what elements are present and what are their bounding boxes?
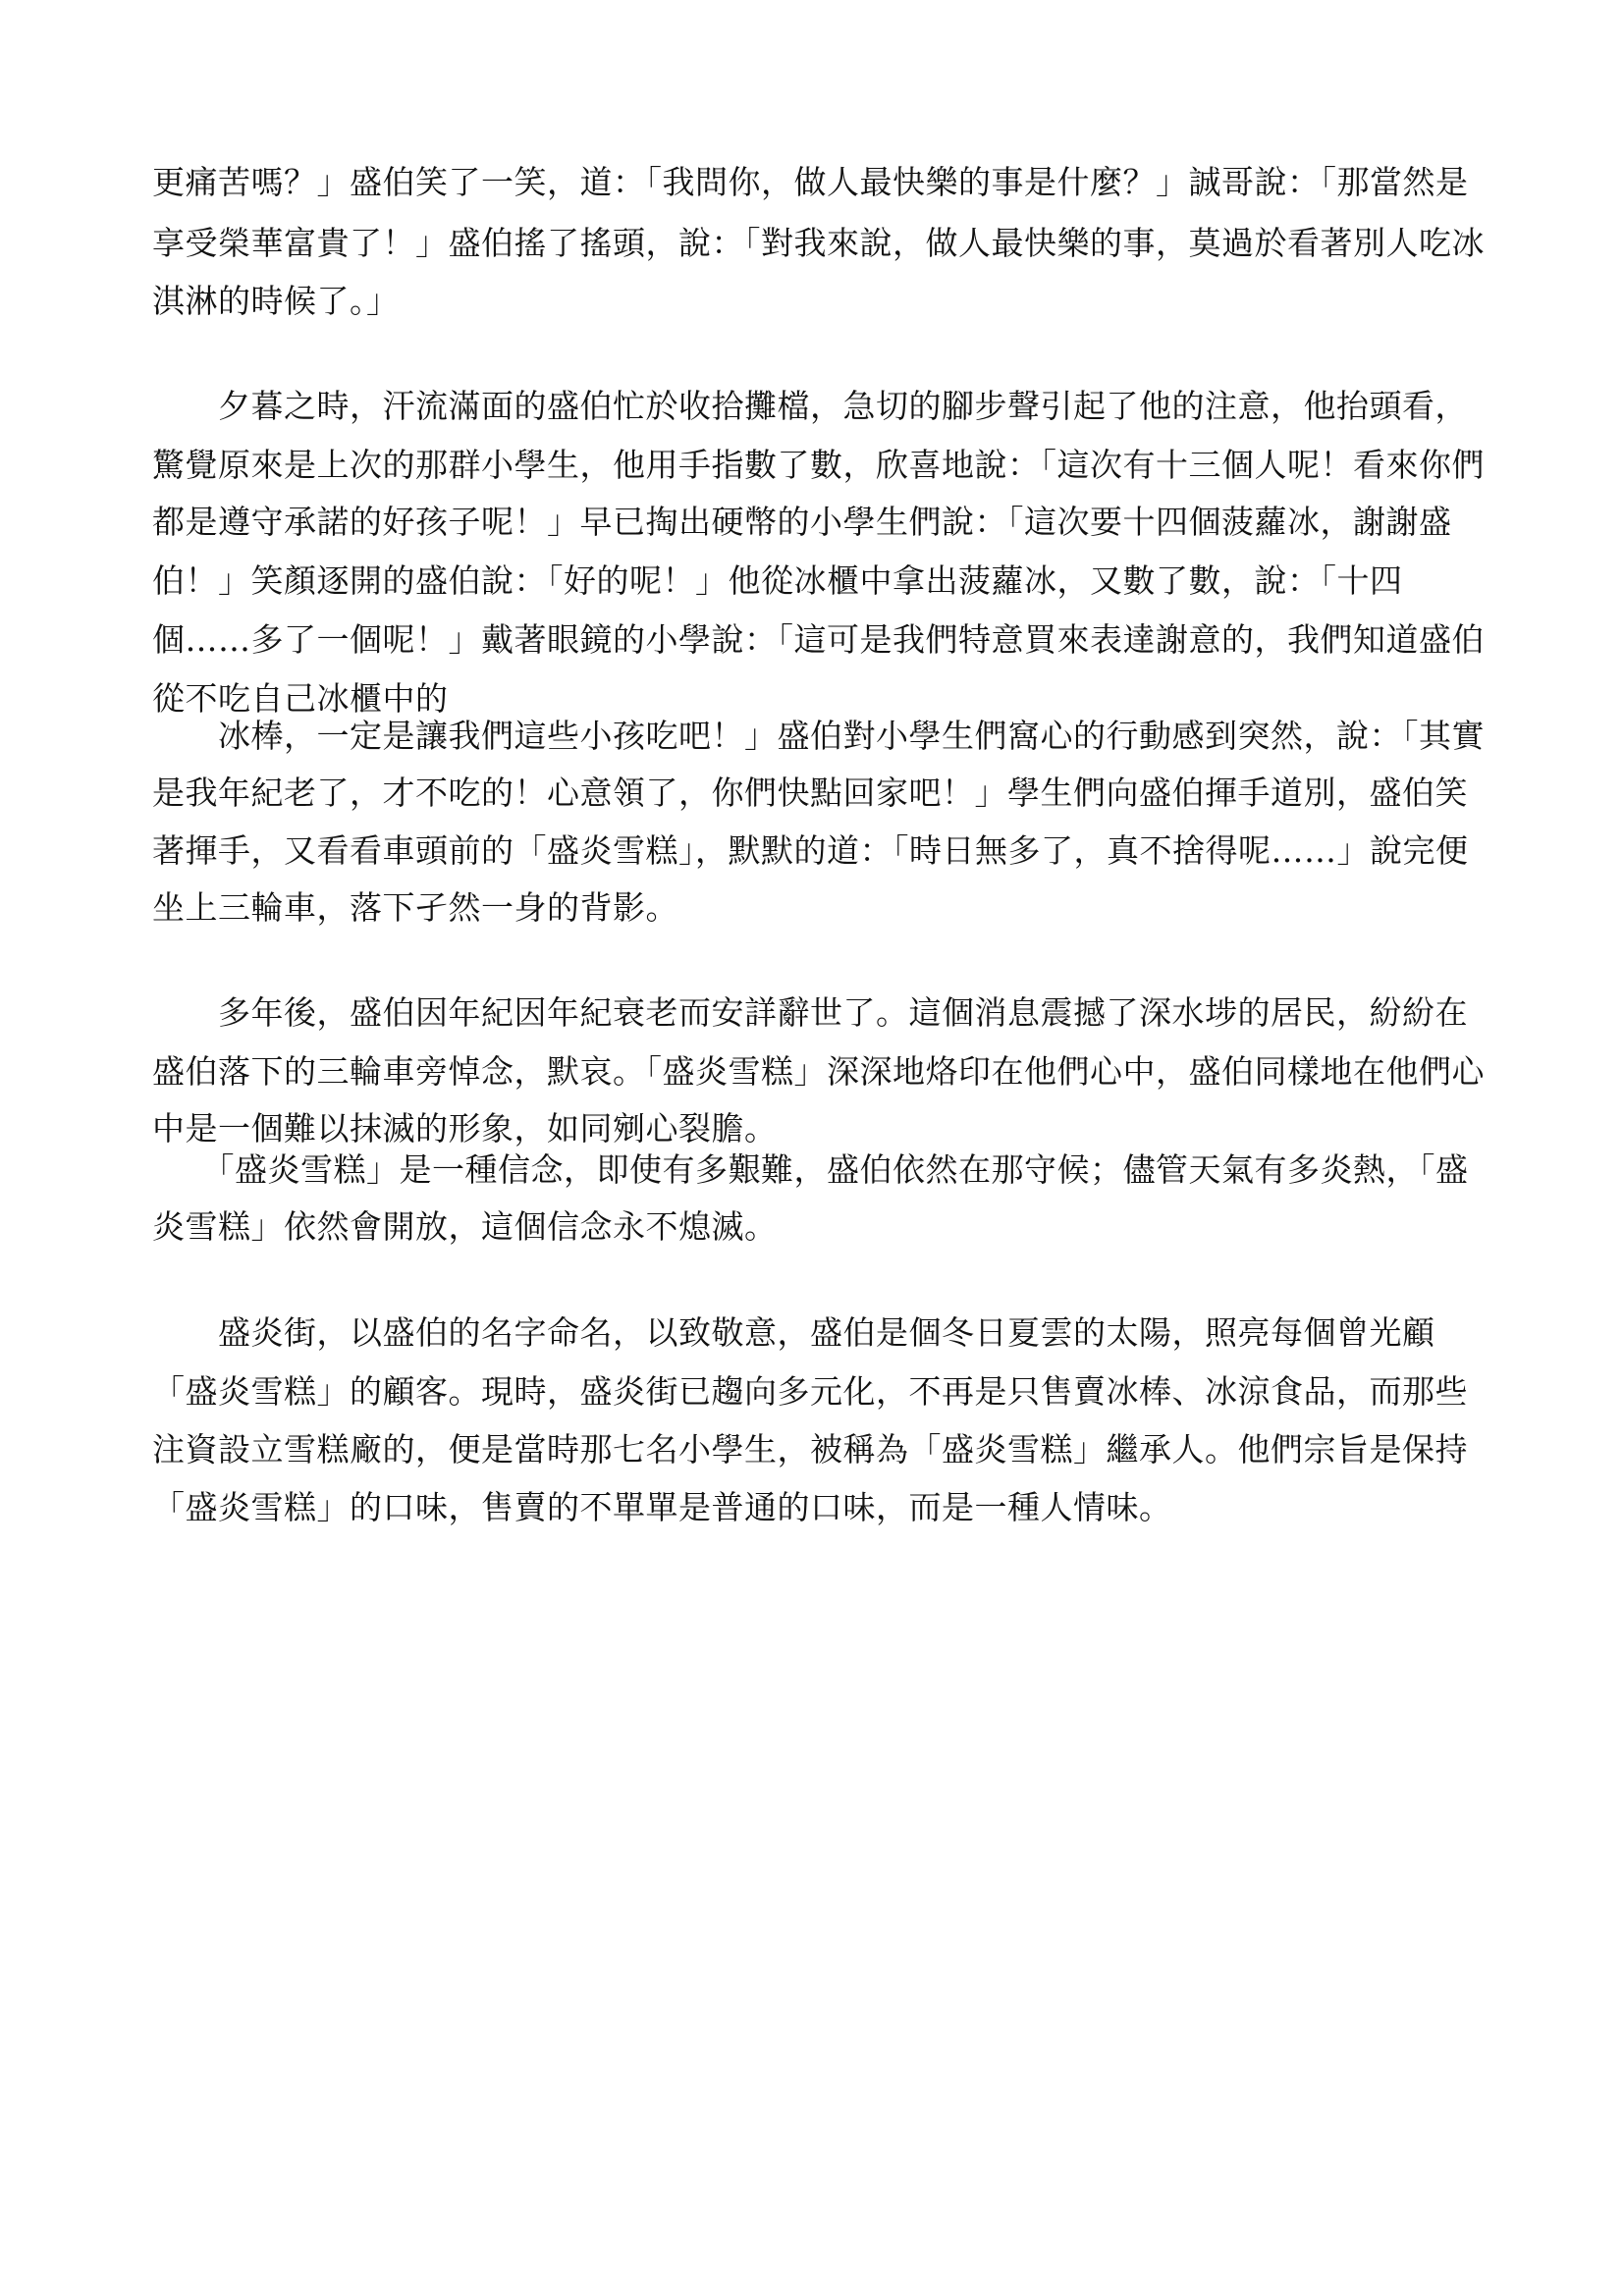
text-line: 淇淋的時候了。」	[152, 282, 400, 320]
text-line: 多年後，盛伯因年紀因年紀衰老而安詳辭世了。這個消息震撼了深水埗的居民，紛紛在	[152, 993, 1468, 1032]
text-line: 「盛炎雪糕」的顧客。現時，盛炎街已趨向多元化，不再是只售賣冰棒、冰涼食品，而那些	[152, 1372, 1468, 1411]
text-line: 炎雪糕」依然會開放，這個信念永不熄滅。	[152, 1207, 778, 1246]
text-line: 盛伯落下的三輪車旁悼念，默哀。「盛炎雪糕」深深地烙印在他們心中，盛伯同樣地在他們心	[152, 1052, 1485, 1091]
text-line: 個……多了一個呢！」戴著眼鏡的小學說：「這可是我們特意買來表達謝意的，我們知道盛伯	[152, 620, 1485, 659]
text-line: 是我年紀老了，才不吃的！心意領了，你們快點回家吧！」學生們向盛伯揮手道別，盛伯笑	[152, 774, 1468, 812]
text-line: 享受榮華富貴了！」盛伯搖了搖頭，說：「對我來說，做人最快樂的事，莫過於看著別人吃冰	[152, 224, 1485, 262]
text-line: 盛炎街，以盛伯的名字命名，以致敬意，盛伯是個冬日夏雲的太陽，照亮每個曾光顧	[152, 1313, 1435, 1352]
text-line: 冰棒，一定是讓我們這些小孩吃吧！」盛伯對小學生們窩心的行動感到突然，說：「其實	[152, 717, 1485, 755]
text-line: 「盛炎雪糕」的口味，售賣的不單單是普通的口味，而是一種人情味。	[152, 1488, 1172, 1526]
text-line: 注資設立雪糕廠的，便是當時那七名小學生，被稱為「盛炎雪糕」繼承人。他們宗旨是保持	[152, 1430, 1468, 1468]
text-line: 「盛炎雪糕」是一種信念，即使有多艱難，盛伯依然在那守候；儘管天氣有多炎熱，「盛	[152, 1150, 1469, 1189]
text-line: 從不吃自己冰櫃中的	[152, 679, 449, 718]
text-line: 著揮手，又看看車頭前的「盛炎雪糕」，默默的道：「時日無多了，真不捨得呢……」說完便	[152, 831, 1469, 870]
text-line: 中是一個難以抹滅的形象，如同剜心裂膽。	[152, 1109, 778, 1148]
text-line: 夕暮之時，汗流滿面的盛伯忙於收拾攤檔，急切的腳步聲引起了他的注意，他抬頭看，	[152, 387, 1468, 425]
text-line: 伯！」笑顏逐開的盛伯說：「好的呢！」他從冰櫃中拿出菠蘿冰，又數了數，說：「十四	[152, 561, 1403, 600]
text-line: 坐上三輪車，落下孑然一身的背影。	[152, 888, 678, 927]
text-line: 更痛苦嗎？」盛伯笑了一笑，道：「我問你，做人最快樂的事是什麼？」誠哥說：「那當然是	[152, 163, 1469, 201]
text-line: 都是遵守承諾的好孩子呢！」早已掏出硬幣的小學生們說：「這次要十四個菠蘿冰，謝謝盛	[152, 503, 1452, 541]
text-line: 驚覺原來是上次的那群小學生，他用手指數了數，欣喜地說：「這次有十三個人呢！看來你們	[152, 446, 1485, 484]
